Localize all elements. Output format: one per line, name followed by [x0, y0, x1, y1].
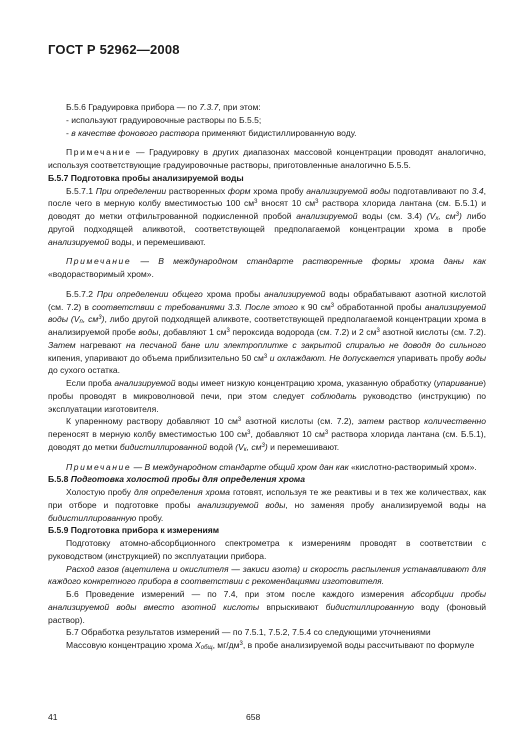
- note-paragraph: Примечание — В международном стандарте растворенные формы хрома даны как «водорастворимый хром».: [48, 256, 486, 279]
- section-heading-b57: Б.5.7 Подготовка пробы анализируемой воды: [48, 172, 244, 183]
- page-number-left: 41: [48, 712, 58, 722]
- paragraph-instrument-prep: Подготовку атомно-абсорбционного спектрометра к измерениям проводят в соответствии с руководством (инструкцией) по эксплуатации прибора.: [48, 538, 486, 561]
- note-paragraph: Примечание — Градуировку в других диапазонах массовой концентрации проводят аналогично, используя соответствующие градуировочные растворы, приготовленные аналогично Б.5.5.: [48, 147, 486, 170]
- page-content: [48, 101, 486, 652]
- page-number-center: 658: [246, 712, 261, 722]
- paragraph-b571: Б.5.7.1 При определении растворенных форм хрома пробу анализируемой воды подготавливают по 3.4, после чего в мерную колбу вместимостью 100 $см^3$ вносят 10 $см^3$ раствора хлорида лантана (см. Б.5.1) и доводят до метки отфильтрованной подкисленной пробой анализируемой воды (см. 3.4) ($V_x$, $см^3$) либо другой подходящей аликвотой, соответствующей предполагаемой концентрации хрома в пробе анализируемой воды, и перемешивают.: [48, 185, 486, 247]
- list-item: - в качестве фонового раствора применяют бидистиллированную воду.: [66, 127, 357, 138]
- section-b7: Б.7 Обработка результатов измерений — по 7.5.1, 7.5.2, 7.5.4 со следующими уточнениями: [66, 627, 431, 638]
- section-heading-b58: Б.5.8 Подготовка холостой пробы для определения хрома: [48, 474, 305, 485]
- paragraph-mass-concentration: Массовую концентрацию хрома $X_{общ}$, $мг/дм^3$, в пробе анализируемой воды рассчитывают по формуле: [66, 640, 475, 651]
- note-label: Примечание: [66, 256, 132, 267]
- note-label: Примечание: [66, 461, 132, 472]
- paragraph-evaporated-solution: К упаренному раствору добавляют 10 $см^3$ азотной кислоты (см. 7.2), затем раствор количественно переносят в мерную колбу вместимостью 100 $см^3$, добавляют 10 $см^3$ раствора хлорида лантана (см. Б.5.1), доводят до метки бидистиллированной водой ($V_к$, $см^3$) и перемешивают.: [48, 416, 486, 453]
- note-paragraph: Примечание — В международном стандарте общий хром дан как «кислотно-растворимый хром».: [66, 461, 477, 472]
- note-label: Примечание: [66, 147, 132, 158]
- paragraph-low-concentration: Если проба анализируемой воды имеет низкую концентрацию хрома, указанную обработку (упаривание) пробы проводят в микроволновой печи, при этом следует соблюдать руководство (инструкцию) по эксплуатации изготовителя.: [48, 378, 486, 414]
- section-b56: Б.5.6 Градуировка прибора — по 7.3.7, при этом:: [66, 102, 261, 112]
- paragraph-b572: Б.5.7.2 При определении общего хрома пробы анализируемой воды обрабатывают азотной кислотой (см. 7.2) в соответствии с требованиями 3.3. После этого к 90 $см^3$ обработанной пробы анализируемой воды ($V_n$, $см^3$), либо другой подходящей аликвоте, соответствующей предполагаемой концентрации хрома в анализируемой пробе воды, добавляют 1 $см^3$ пероксида водорода (см. 7.2) и 2 $см^3$ азотной кислоты (см. 7.2). Затем нагревают на песчаной бане или электроплитке с закрытой спиралью не доводя до сильного кипения, упаривают до объема приблизительно 50 $см^3$ и охлаждают. Не допускается упаривать пробу воды до сухого остатка.: [48, 288, 487, 376]
- paragraph-gas-flow: Расход газов (ацетилена и окислителя — закиси азота) и скорость распыления устанавливают для каждого конкретного прибора в соответствии с рекомендациями изготовителя.: [48, 563, 486, 587]
- section-b6: Б.6 Проведение измерений — по 7.4, при этом после каждого измерения абсорбции пробы анализируемой воды вместо азотной кислоты впрыскивают бидистиллированную воду (фоновый раствор).: [48, 589, 487, 625]
- standard-header: ГОСТ Р 52962—2008: [48, 42, 180, 57]
- list-item: - используют градуировочные растворы по Б.5.5;: [66, 114, 262, 125]
- paragraph-blank-sample: Холостую пробу для определения хрома готовят, используя те же реактивы и в тех же количествах, как при отборе и подготовке пробы анализируемой воды, но заменяя пробу анализируемой воды на бидистиллированную пробу.: [48, 487, 487, 523]
- section-heading-b59: Б.5.9 Подготовка прибора к измерениям: [48, 525, 220, 536]
